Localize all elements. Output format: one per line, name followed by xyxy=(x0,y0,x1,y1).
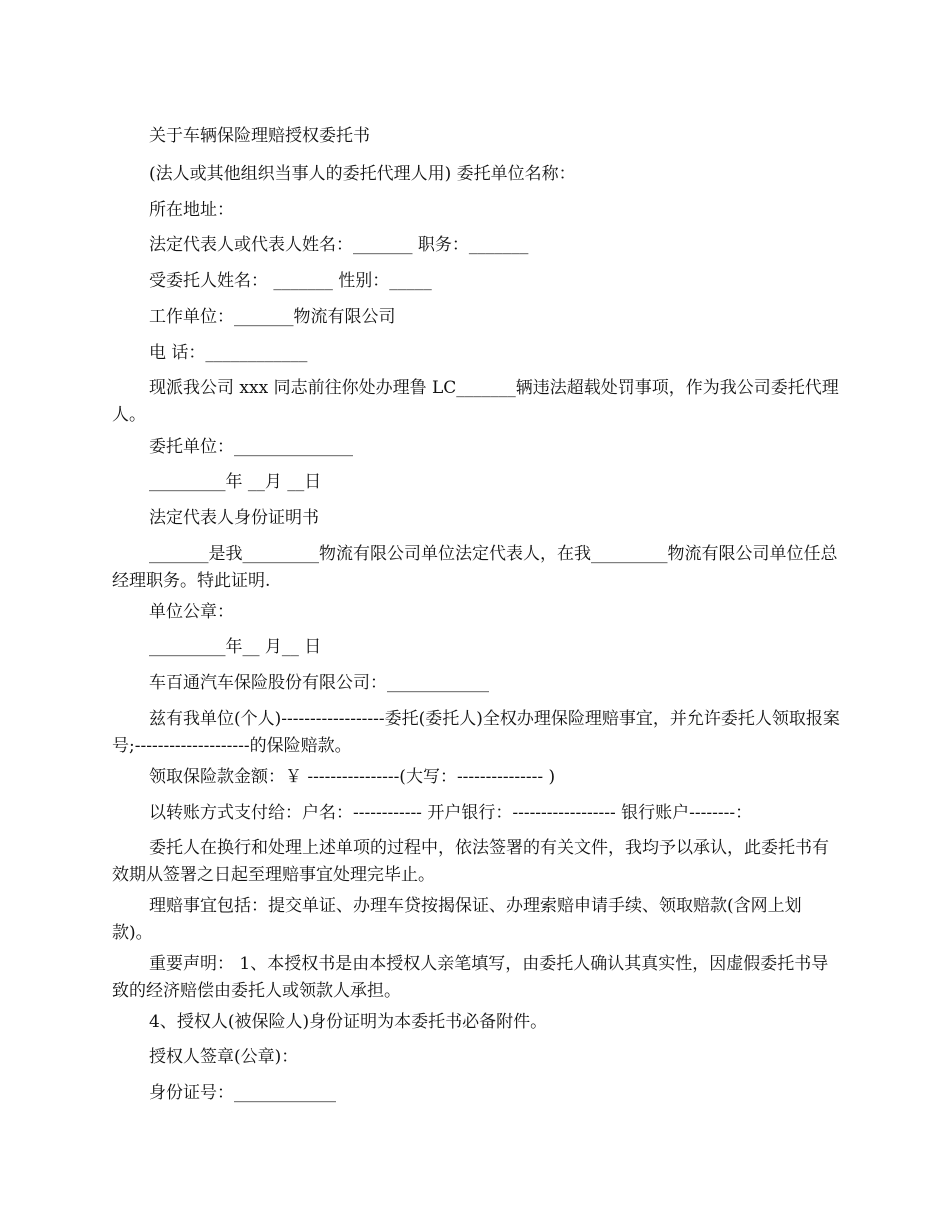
document-title: 关于车辆保险理赔授权委托书 xyxy=(149,126,370,146)
paragraph: 兹有我单位(个人)------------------委托(委托人)全权办理保险理赔事宜，并允许委托人领取报案号;--------------------的保险赔款。 xyxy=(112,709,840,756)
paragraph: _________年__ 月__ 日 xyxy=(149,637,322,657)
paragraph: _______是我_________物流有限公司单位法定代表人，在我_________物流有限公司单位任总经理职务。特此证明. xyxy=(112,544,838,591)
section-heading: 法定代表人身份证明书 xyxy=(149,508,319,528)
paragraph: 单位公章： xyxy=(149,602,234,622)
paragraph: 法定代表人或代表人姓名：_______ 职务：_______ xyxy=(149,235,529,255)
paragraph: 领取保险款金额：￥ ----------------(大写：--------------- ) xyxy=(149,767,556,787)
paragraph: 理赔事宜包括：提交单证、办理车贷按揭保证、办理索赔申请手续、领取赔款(含网上划款)。 xyxy=(112,896,802,943)
paragraph: 现派我公司 xxx 同志前往你处办理鲁 LC_______辆违法超载处罚事项，作为我公司委托代理人。 xyxy=(112,378,839,425)
paragraph: 以转账方式支付给：户名：------------ 开户银行：------------------ 银行账户--------： xyxy=(149,803,753,823)
paragraph: 授权人签章(公章)： xyxy=(149,1047,299,1067)
paragraph: 工作单位：_______物流有限公司 xyxy=(149,307,396,327)
paragraph: (法人或其他组织当事人的委托代理人用) 委托单位名称： xyxy=(149,164,576,184)
paragraph: 委托人在换行和处理上述单项的过程中，依法签署的有关文件，我均予以承认，此委托书有效期从签署之日起至理赔事宜处理完毕止。 xyxy=(112,838,829,885)
paragraph: 重要声明： 1、本授权书是由本授权人亲笔填写，由委托人确认其真实性，因虚假委托书导致的经济赔偿由委托人或领款人承担。 xyxy=(112,954,829,1001)
paragraph: 受委托人姓名： _______ 性别：_____ xyxy=(149,271,432,291)
paragraph: 委托单位：______________ xyxy=(149,437,353,457)
paragraph: 车百通汽车保险股份有限公司：____________ xyxy=(149,673,489,693)
paragraph: 4、授权人(被保险人)身份证明为本委托书必备附件。 xyxy=(149,1012,548,1032)
paragraph: 电 话：____________ xyxy=(149,343,308,363)
paragraph: 身份证号：____________ xyxy=(149,1083,336,1103)
paragraph: 所在地址： xyxy=(149,200,234,220)
paragraph: _________年 __月 __日 xyxy=(149,472,322,492)
